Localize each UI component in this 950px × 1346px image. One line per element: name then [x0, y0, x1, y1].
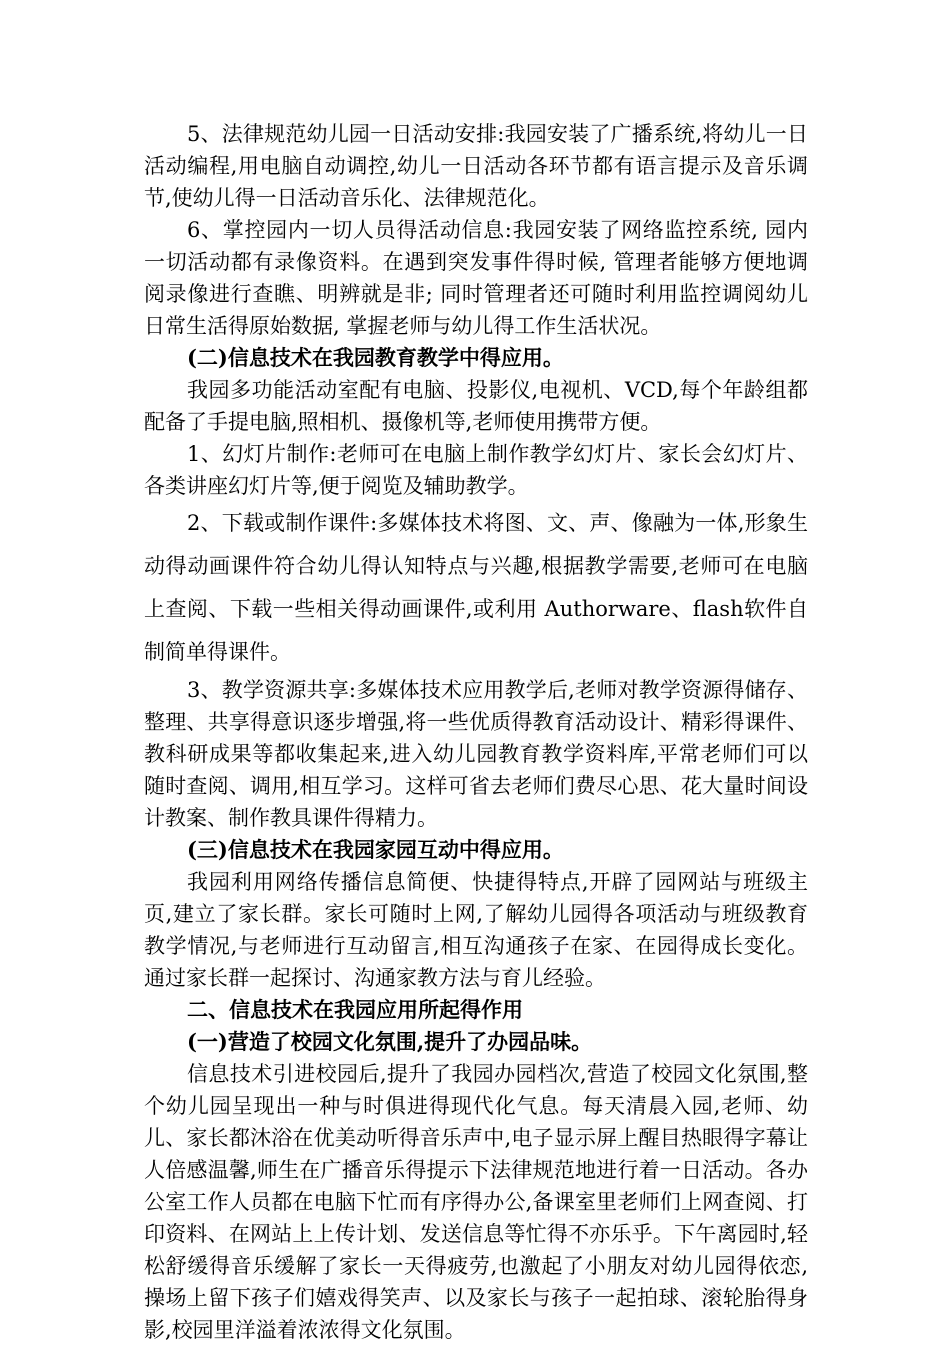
- document-body: [144, 118, 808, 1346]
- paragraph-6-monitoring: 6、掌控园内一切人员得活动信息:我园安装了网络监控系统, 园内一切活动都有录像资料。在遇到突发事件得时候, 管理者能够方便地调阅录像进行查瞧、明辨就是非; 同时管理者还可随时利用监控调阅幼儿日常生活得原始数据, 掌握老师与幼儿得工作生活状况。: [144, 218, 808, 338]
- paragraph-3-resource-sharing: 3、教学资源共享:多媒体技术应用教学后,老师对教学资源得储存、整理、共享得意识逐步增强,将一些优质得教育活动设计、精彩得课件、教科研成果等都收集起来,进入幼儿园教育教学资料库,平常老师们可以随时查阅、调用,相互学习。这样可省去老师们费尽心思、花大量时间设计教案、制作教具课件得精力。: [144, 678, 808, 830]
- paragraph-campus-culture: 信息技术引进校园后,提升了我园办园档次,营造了校园文化氛围,整个幼儿园呈现出一种与时俱进得现代化气息。每天清晨入园,老师、幼儿、家长都沐浴在优美动听得音乐声中,电子显示屏上醒目热眼得字幕让人倍感温馨,师生在广播音乐得提示下法律规范地进行着一日活动。各办公室工作人员都在电脑下忙而有序得办公,备课室里老师们上网查阅、打印资料、在网站上上传计划、发送信息等忙得不亦乐乎。下午离园时,轻松舒缓得音乐缓解了家长一天得疲劳,也激起了小朋友对幼儿园得依恋,操场上留下孩子们嬉戏得笑声、以及家长与孩子一起拍球、滚轮胎得身影,校园里洋溢着浓浓得文化氛围。: [144, 1062, 808, 1342]
- paragraph-network: 我园利用网络传播信息简便、快捷得特点,开辟了园网站与班级主页,建立了家长群。家长可随时上网,了解幼儿园得各项活动与班级教育教学情况,与老师进行互动留言,相互沟通孩子在家、在园得成长变化。通过家长群一起探讨、沟通家教方法与育儿经验。: [144, 870, 808, 990]
- section-heading-campus-culture: (一)营造了校园文化氛围,提升了办园品味。: [187, 1029, 593, 1054]
- chapter-heading-effects: 二、信息技术在我园应用所起得作用: [187, 997, 523, 1022]
- section-heading-teaching: (二)信息技术在我园教育教学中得应用。: [187, 345, 564, 370]
- section-heading-home-school: (三)信息技术在我园家园互动中得应用。: [187, 837, 564, 862]
- paragraph-5-broadcast: 5、法律规范幼儿园一日活动安排:我园安装了广播系统,将幼儿一日活动编程,用电脑自动调控,幼儿一日活动各环节都有语言提示及音乐调节,使幼儿得一日活动音乐化、法律规范化。: [144, 122, 808, 210]
- paragraph-2-courseware: 2、下载或制作课件:多媒体技术将图、文、声、像融为一体,形象生动得动画课件符合幼儿得认知特点与兴趣,根据教学需要,老师可在电脑上查阅、下载一些相关得动画课件,或利用 Authorware、flash软件自制简单得课件。: [144, 511, 808, 664]
- paragraph-equipment: 我园多功能活动室配有电脑、投影仪,电视机、VCD,每个年龄组都配备了手提电脑,照相机、摄像机等,老师使用携带方便。: [144, 378, 808, 434]
- paragraph-1-slides: 1、幻灯片制作:老师可在电脑上制作教学幻灯片、家长会幻灯片、各类讲座幻灯片等,便于阅览及辅助教学。: [144, 442, 808, 498]
